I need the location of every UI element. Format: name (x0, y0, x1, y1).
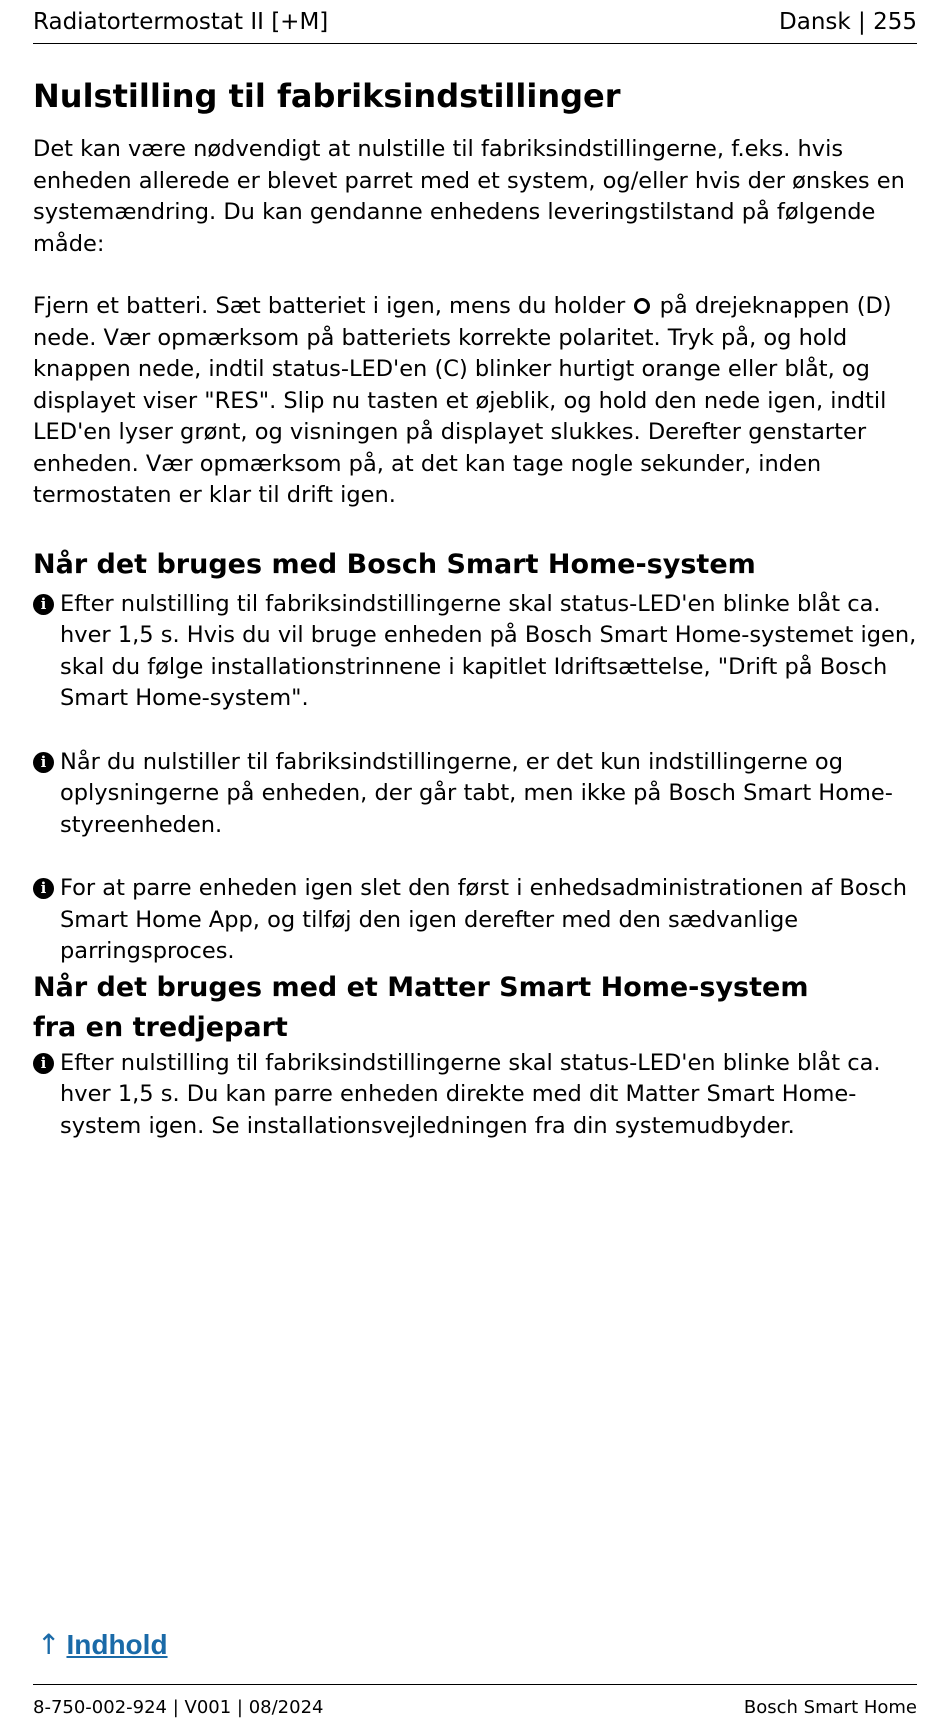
section-heading-matter-line2: fra en tredjepart (33, 1011, 288, 1043)
info-note-text: For at parre enheden igen slet den først i enhedsadministrationen af Bosch Smart Home App, og tilføj den igen derefter med den sædvanlige parringsproces. (60, 875, 907, 964)
document-title: Radiatortermostat II [+M] (33, 8, 329, 35)
info-note-text: Efter nulstilling til fabriksindstillingerne skal status-LED'en blinke blåt ca. hver 1,5 s. Du kan parre enheden direkte med dit Matter Smart Home-system igen. Se installationsvejledningen fra din systemudbyder. (60, 1049, 881, 1139)
info-note (33, 747, 920, 842)
contents-link[interactable] (37, 1628, 168, 1661)
reset-intro-paragraph: Det kan være nødvendigt at nulstille til fabriksindstillingerne, f.eks. hvis enheden allerede er blevet parret med et system, og/eller hvis der ønskes en systemændring. Du kan gendanne enhedens leveringstilstand på følgende måde: (33, 136, 905, 257)
page-footer (33, 1684, 917, 1729)
info-icon: i (33, 594, 54, 615)
info-note (33, 589, 920, 715)
page-content (33, 72, 920, 1142)
knob-ring-icon (634, 298, 650, 314)
document-id: 8-750-002-924 | V001 | 08/2024 (33, 1696, 324, 1718)
brand-name: Bosch Smart Home (743, 1696, 917, 1718)
info-note-text: Når du nulstiller til fabriksindstillingerne, er det kun indstillingerne og oplysningerne på enheden, der går tabt, men ikke på Bosch Smart Home-styreenheden. (60, 748, 893, 838)
reset-steps-text-end: på drejeknappen (D) nede. Vær opmærksom på batteriets korrekte polaritet. Tryk på, og hold knappen nede, indtil status-LED'en (C) blinker hurtigt orange eller blåt, og displayet viser "RES". Slip nu tasten et øjeblik, og hold den nede igen, indtil LED'en lyser grønt, og visningen på displayet slukkes. Derefter genstarter enheden. Vær opmærksom på, at det kan tage nogle sekunder, inden termostaten er klar til drift igen. (33, 293, 892, 508)
info-icon: i (33, 1053, 54, 1074)
info-icon: i (33, 752, 54, 773)
page-header (33, 0, 917, 44)
info-note (33, 873, 920, 968)
bosch-system-section (33, 545, 920, 968)
reset-steps-text-start: Fjern et batteri. Sæt batteriet i igen, mens du holder (33, 293, 633, 319)
arrow-up-icon: ↑ (37, 1628, 61, 1661)
section-heading-bosch: Når det bruges med Bosch Smart Home-system (33, 548, 756, 580)
section-heading-matter (33, 968, 920, 1048)
info-note (33, 1048, 920, 1143)
section-heading-matter-line1: Når det bruges med et Matter Smart Home-system (33, 971, 809, 1003)
matter-system-section (33, 968, 920, 1143)
contents-link-label[interactable]: Indhold (66, 1629, 168, 1660)
section-heading-reset: Nulstilling til fabriksindstillinger (33, 77, 621, 115)
page-number: Dansk | 255 (779, 8, 917, 35)
reset-steps-paragraph (33, 291, 920, 512)
info-icon: i (33, 878, 54, 899)
info-note-text: Efter nulstilling til fabriksindstillingerne skal status-LED'en blinke blåt ca. hver 1,5 s. Hvis du vil bruge enheden på Bosch Smart Home-systemet igen, skal du følge installationstrinnene i kapitlet Idriftsættelse, "Drift på Bosch Smart Home-system". (60, 590, 917, 711)
